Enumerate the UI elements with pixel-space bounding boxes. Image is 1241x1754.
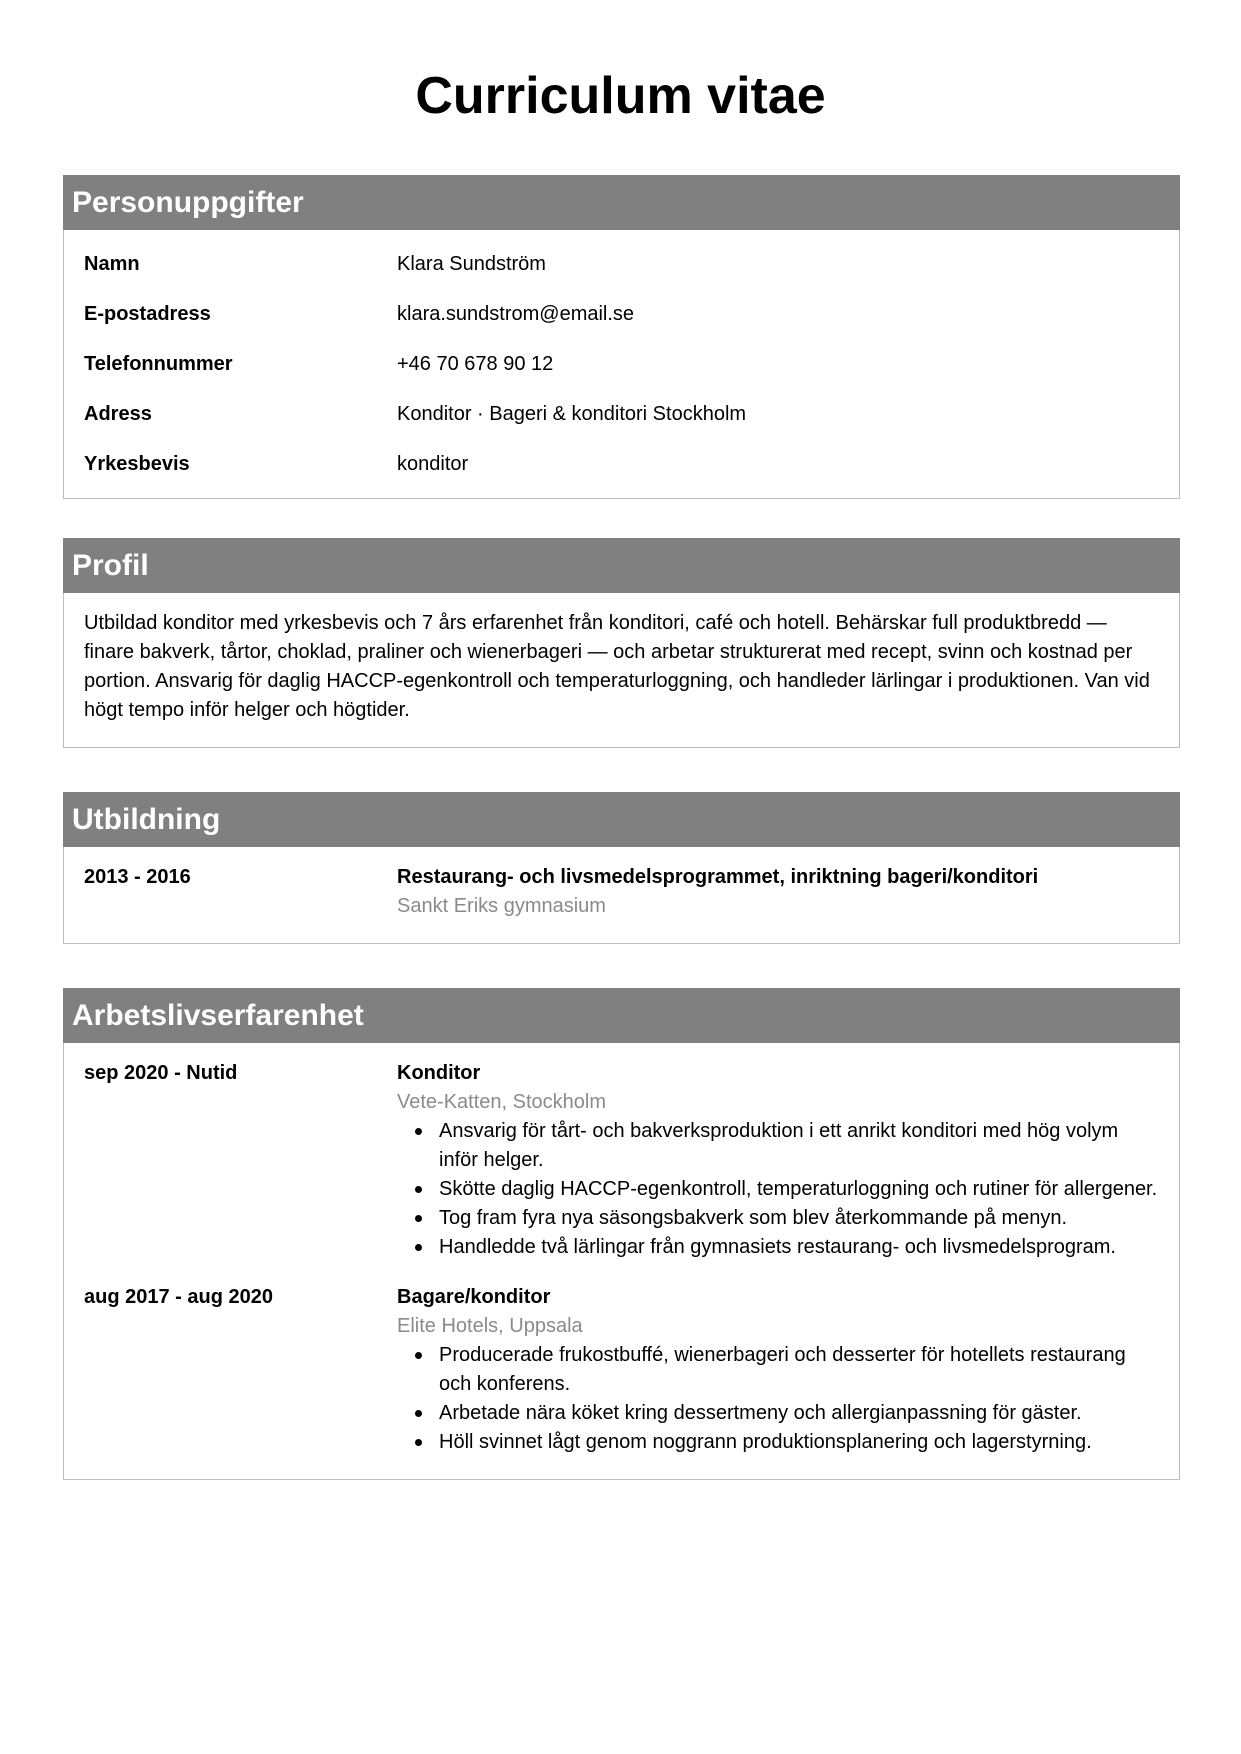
personal-info-section — [63, 175, 1180, 499]
section-header-profile: Profil — [63, 538, 1180, 593]
section-header-personal: Personuppgifter — [63, 175, 1180, 230]
entry-org: Vete-Katten, Stockholm — [397, 1091, 607, 1113]
education-entry — [84, 863, 1159, 921]
entry-title: Konditor — [397, 1062, 481, 1084]
personal-value: +46 70 678 90 12 — [397, 353, 554, 375]
personal-label: Namn — [84, 253, 140, 275]
entry-org: Sankt Eriks gymnasium — [397, 895, 606, 917]
personal-value: Klara Sundström — [397, 253, 546, 275]
bullet-item: Arbetade nära köket kring dessertmeny och allergianpassning för gäster. — [439, 1399, 1159, 1428]
personal-value: Konditor · Bageri & konditori Stockholm — [397, 403, 747, 425]
experience-entry — [84, 1283, 1159, 1457]
personal-row-email — [84, 302, 1159, 352]
bullet-item: Skötte daglig HACCP-egenkontroll, temperaturloggning och rutiner för allergener. — [439, 1175, 1159, 1204]
entry-date: 2013 - 2016 — [84, 866, 191, 888]
personal-label: Yrkesbevis — [84, 453, 190, 475]
personal-row-address — [84, 402, 1159, 452]
education-section — [63, 792, 1180, 944]
entry-date: aug 2017 - aug 2020 — [84, 1286, 273, 1308]
personal-value: konditor — [397, 453, 469, 475]
personal-value: klara.sundstrom@email.se — [397, 303, 635, 325]
entry-bullets — [397, 1117, 1159, 1262]
personal-row-phone — [84, 352, 1159, 402]
section-header-experience: Arbetslivserfarenhet — [63, 988, 1180, 1043]
entry-title: Bagare/konditor — [397, 1286, 551, 1308]
bullet-item: Producerade frukostbuffé, wienerbageri och desserter för hotellets restaurang och konferens. — [439, 1341, 1159, 1399]
personal-label: E-postadress — [84, 303, 211, 325]
personal-row-name — [84, 252, 1159, 302]
experience-section — [63, 988, 1180, 1480]
entry-title: Restaurang- och livsmedelsprogrammet, inriktning bageri/konditori — [397, 866, 1039, 888]
personal-label: Telefonnummer — [84, 353, 233, 375]
experience-entry — [84, 1059, 1159, 1262]
bullet-item: Ansvarig för tårt- och bakverksproduktion i ett anrikt konditori med hög volym inför helger. — [439, 1117, 1159, 1175]
bullet-item: Tog fram fyra nya säsongsbakverk som blev återkommande på menyn. — [439, 1204, 1159, 1233]
entry-date: sep 2020 - Nutid — [84, 1062, 238, 1084]
bullet-item: Höll svinnet lågt genom noggrann produktionsplanering och lagerstyrning. — [439, 1428, 1159, 1457]
profile-text: Utbildad konditor med yrkesbevis och 7 års erfarenhet från konditori, café och hotell. Behärskar full produktbredd — finare bakverk, tårtor, choklad, praliner och wienerbageri — och arbetar strukturerat med recept, svinn och kostnad per portion. Ansvarig för daglig HACCP-egenkontroll och temperaturloggning, och handleder lärlingar i produktionen. Van vid högt tempo inför helger och högtider. — [84, 612, 1150, 721]
bullet-item: Handledde två lärlingar från gymnasiets restaurang- och livsmedelsprogram. — [439, 1233, 1159, 1262]
section-header-education: Utbildning — [63, 792, 1180, 847]
page-title: Curriculum vitae — [415, 67, 826, 125]
entry-bullets — [397, 1341, 1159, 1457]
personal-row-certificate — [84, 452, 1159, 476]
personal-label: Adress — [84, 403, 152, 425]
profile-section — [63, 538, 1180, 748]
entry-org: Elite Hotels, Uppsala — [397, 1315, 583, 1337]
